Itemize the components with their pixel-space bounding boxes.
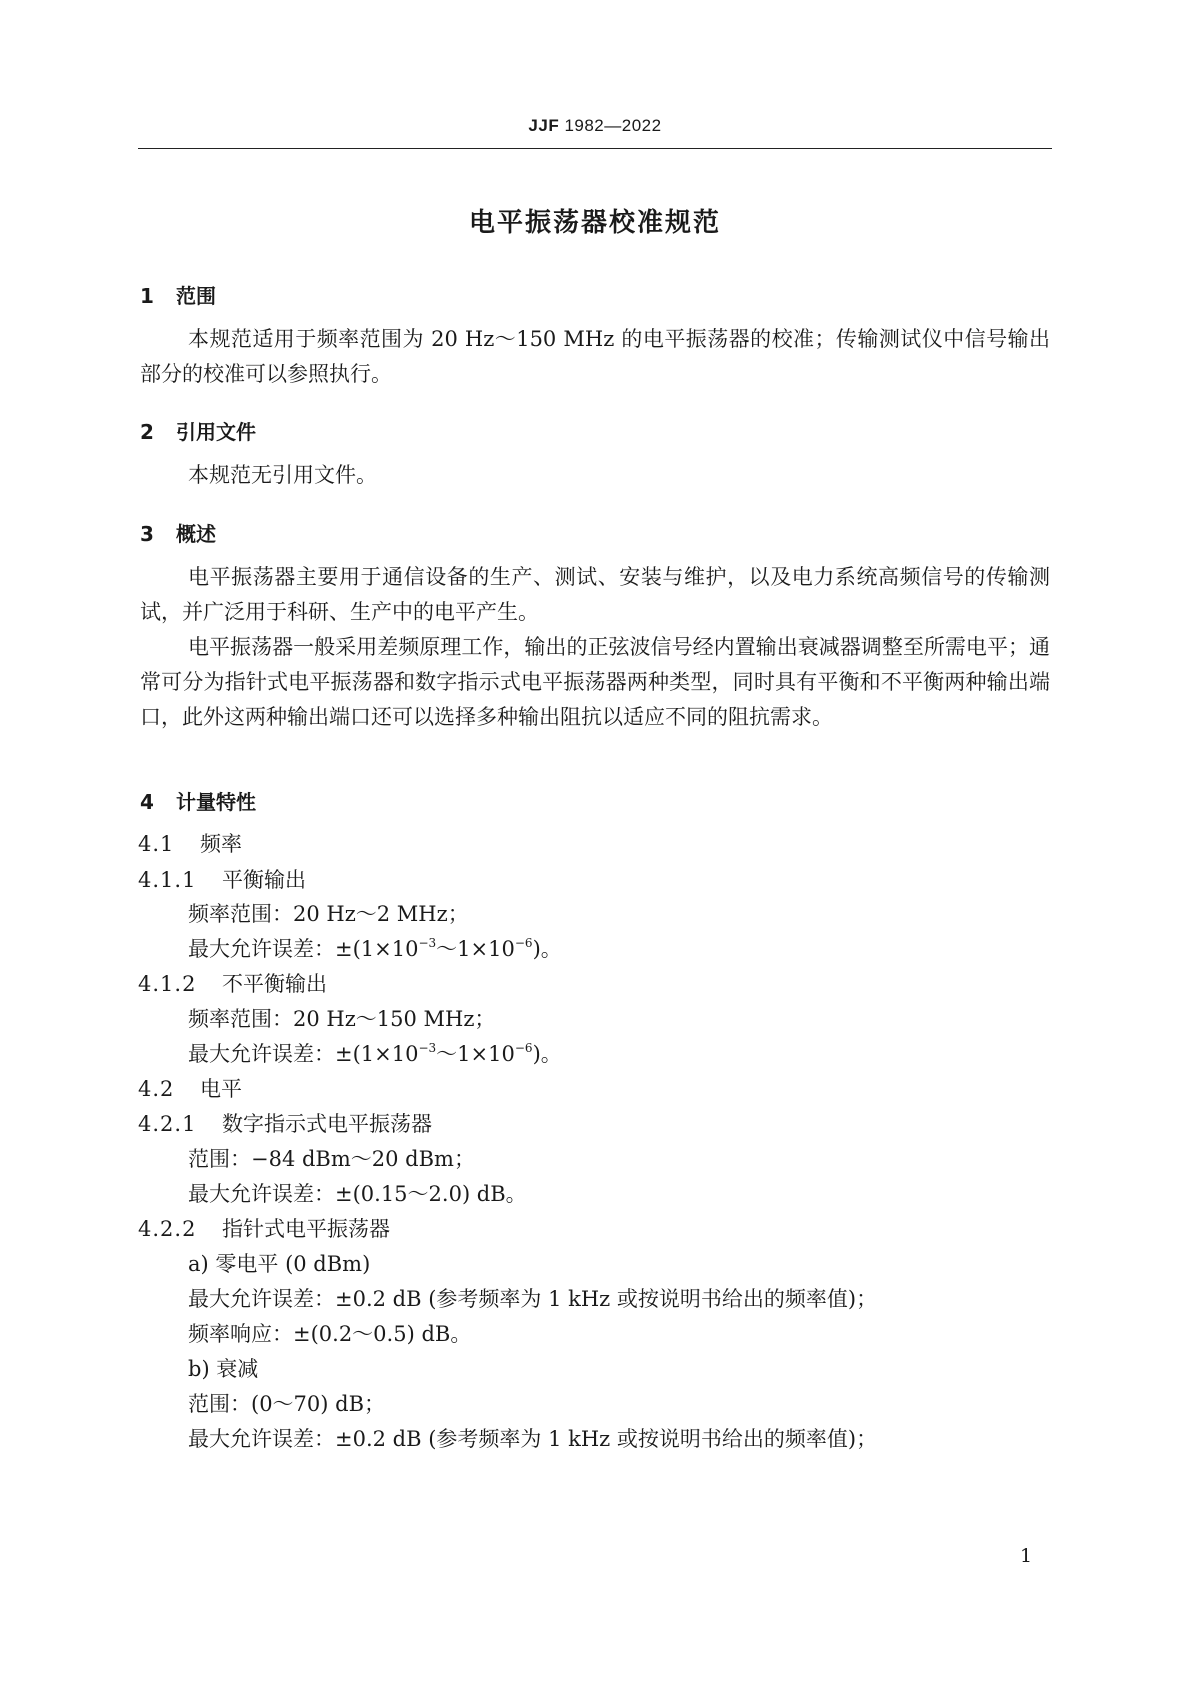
- clause-4-1-2: 4.1.2 不平衡输出: [138, 972, 327, 996]
- clause-4-1-2-mpe: 最大允许误差：$\pm(1\times 10^{-3}\sim 1\times 10^{-6})$。: [188, 1041, 562, 1066]
- section-3-paragraph-1: 电平振荡器主要用于通信设备的生产、测试、安装与维护，以及电力系统高频信号的传输测试，并广泛用于科研、生产中的电平产生。: [140, 565, 1050, 624]
- clause-4-2-2-b-mpe: 最大允许误差：±0.2 dB (参考频率为 1 kHz 或按说明书给出的频率值)；: [188, 1427, 878, 1451]
- clause-4-2-2-b: b) 衰减: [188, 1357, 259, 1381]
- standard-code: JJF: [528, 116, 560, 135]
- section-1-paragraph: 本规范适用于频率范围为 20 Hz～150 MHz 的电平振荡器的校准；传输测试仪中信号输出部分的校准可以参照执行。: [140, 327, 1050, 386]
- header-rule: [138, 148, 1052, 149]
- section-2-paragraph: 本规范无引用文件。: [188, 463, 377, 487]
- page-number: 1: [1020, 1545, 1033, 1567]
- document-title: 电平振荡器校准规范: [468, 208, 721, 238]
- clause-4-2-2-a: a) 零电平 (0 dBm): [188, 1252, 371, 1276]
- section-3-paragraph-2: 电平振荡器一般采用差频原理工作，输出的正弦波信号经内置输出衰减器调整至所需电平；通常可分为指针式电平振荡器和数字指示式电平振荡器两种类型，同时具有平衡和不平衡两种输出端口，此外这两种输出端口还可以选择多种输出阻抗以适应不同的阻抗需求。: [140, 635, 1050, 729]
- section-1-heading: 1 范围: [140, 284, 216, 308]
- clause-4-2: 4.2 电平: [138, 1077, 242, 1101]
- clause-4-1-1-mpe: 最大允许误差：$\pm(1\times 10^{-3}\sim 1\times 10^{-6})$。: [188, 936, 562, 961]
- clause-4-1: 4.1 频率: [138, 832, 242, 856]
- clause-4-2-2: 4.2.2 指针式电平振荡器: [138, 1217, 390, 1241]
- clause-4-1-1-range: 频率范围：20 Hz～2 MHz；: [188, 902, 469, 926]
- clause-4-2-1-mpe: 最大允许误差：±(0.15～2.0) dB。: [188, 1182, 527, 1206]
- clause-4-2-1-range: 范围：−84 dBm～20 dBm；: [188, 1147, 475, 1171]
- standard-number: 1982—2022: [564, 116, 662, 135]
- clause-4-2-2-a-response: 频率响应：±(0.2～0.5) dB。: [188, 1322, 472, 1346]
- clause-4-1-2-range: 频率范围：20 Hz～150 MHz；: [188, 1007, 496, 1031]
- section-3-heading: 3 概述: [140, 522, 216, 546]
- section-4-heading: 4 计量特性: [140, 790, 256, 814]
- clause-4-2-1: 4.2.1 数字指示式电平振荡器: [138, 1112, 432, 1136]
- clause-4-1-1: 4.1.1 平衡输出: [138, 868, 306, 892]
- section-2-heading: 2 引用文件: [140, 420, 256, 444]
- page-header: [138, 116, 1052, 136]
- clause-4-2-2-b-range: 范围：(0～70) dB；: [188, 1392, 386, 1416]
- clause-4-2-2-a-mpe: 最大允许误差：±0.2 dB (参考频率为 1 kHz 或按说明书给出的频率值)；: [188, 1287, 878, 1311]
